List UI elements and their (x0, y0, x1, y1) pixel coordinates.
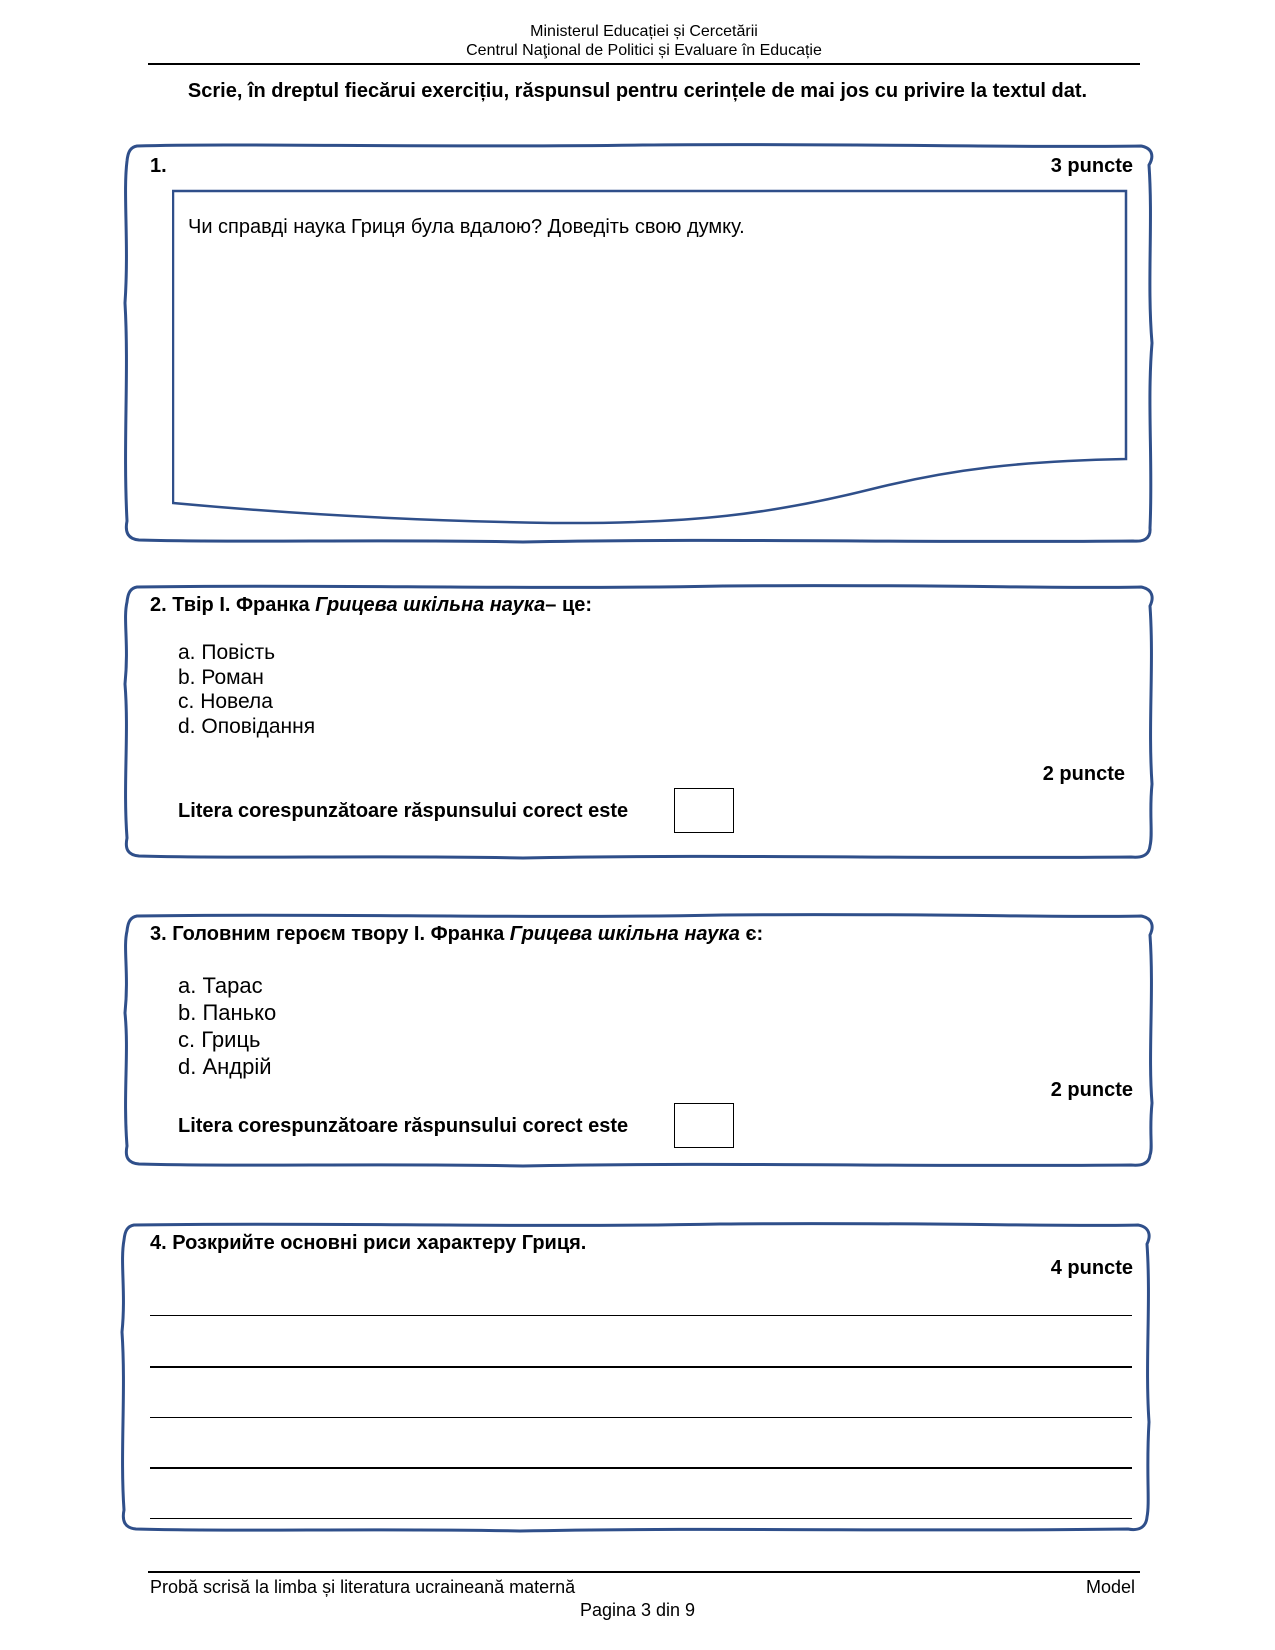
question-4-title: 4. Розкрийте основні риси характеру Гриця. (150, 1232, 587, 1254)
answer-line-1[interactable] (150, 1315, 1132, 1316)
question-3-answer-box[interactable] (674, 1103, 734, 1148)
question-2-answer-label: Litera corespunzătoare răspunsului corect este (178, 800, 629, 822)
option-c: c. Новела (178, 690, 273, 713)
page-number: Pagina 3 din 9 (579, 1600, 696, 1620)
question-3-title (150, 923, 763, 946)
option-a: a. Тарас (178, 973, 263, 998)
question-3-title-suffix: є: (739, 923, 764, 945)
question-1-number: 1. (150, 155, 167, 177)
question-1-answer-area[interactable] (172, 189, 1128, 525)
question-3-options (178, 972, 276, 1080)
question-2-title (150, 594, 592, 617)
question-2-points: 2 puncte (1042, 763, 1125, 785)
option-a: a. Повість (178, 641, 276, 664)
question-2-answer-box[interactable] (674, 788, 734, 833)
option-d: d. Оповідання (178, 714, 316, 738)
question-1-prompt: Чи справді наука Гриця була вдалою? Доведіть свою думку. (188, 216, 745, 238)
question-3-points: 2 puncte (1050, 1079, 1133, 1101)
answer-line-3[interactable] (150, 1417, 1132, 1418)
option-b: b. Панько (178, 1000, 277, 1025)
question-2-options (178, 641, 315, 739)
instruction-text: Scrie, în dreptul fiecărui exercițiu, răspunsul pentru cerințele de mai jos cu privire la textul dat. (187, 80, 1088, 102)
center-name: Centrul Naţional de Politici și Evaluare în Educație (466, 42, 822, 59)
question-2-title-prefix: 2. Твір І. Франка (150, 594, 316, 616)
question-2-title-suffix: – це: (545, 594, 593, 616)
header-divider (148, 63, 1140, 65)
option-c: c. Гриць (178, 1027, 261, 1052)
option-b: b. Роман (178, 665, 264, 689)
question-4-points: 4 puncte (1050, 1257, 1133, 1279)
wavy-border-icon (120, 1222, 1152, 1532)
question-2-work-title: Грицева шкільна наука (315, 594, 546, 616)
ministry-name: Ministerul Educației și Cercetării (530, 23, 758, 40)
answer-line-4[interactable] (150, 1467, 1132, 1469)
option-d: d. Андрій (178, 1054, 272, 1079)
question-1-points: 3 puncte (1050, 155, 1133, 177)
question-4-frame (120, 1222, 1152, 1532)
footer-subject: Probă scrisă la limba și literatura ucraineană maternă (150, 1577, 576, 1597)
question-3-work-title: Грицева шкільна наука (509, 923, 740, 945)
answer-line-5[interactable] (150, 1518, 1132, 1519)
question-3-answer-label: Litera corespunzătoare răspunsului corect este (178, 1115, 629, 1137)
question-3-title-prefix: 3. Головним героєм твору І. Франка (150, 923, 510, 945)
footer-divider (148, 1571, 1140, 1573)
answer-line-2[interactable] (150, 1366, 1132, 1368)
footer-model-label: Model (1085, 1577, 1135, 1597)
